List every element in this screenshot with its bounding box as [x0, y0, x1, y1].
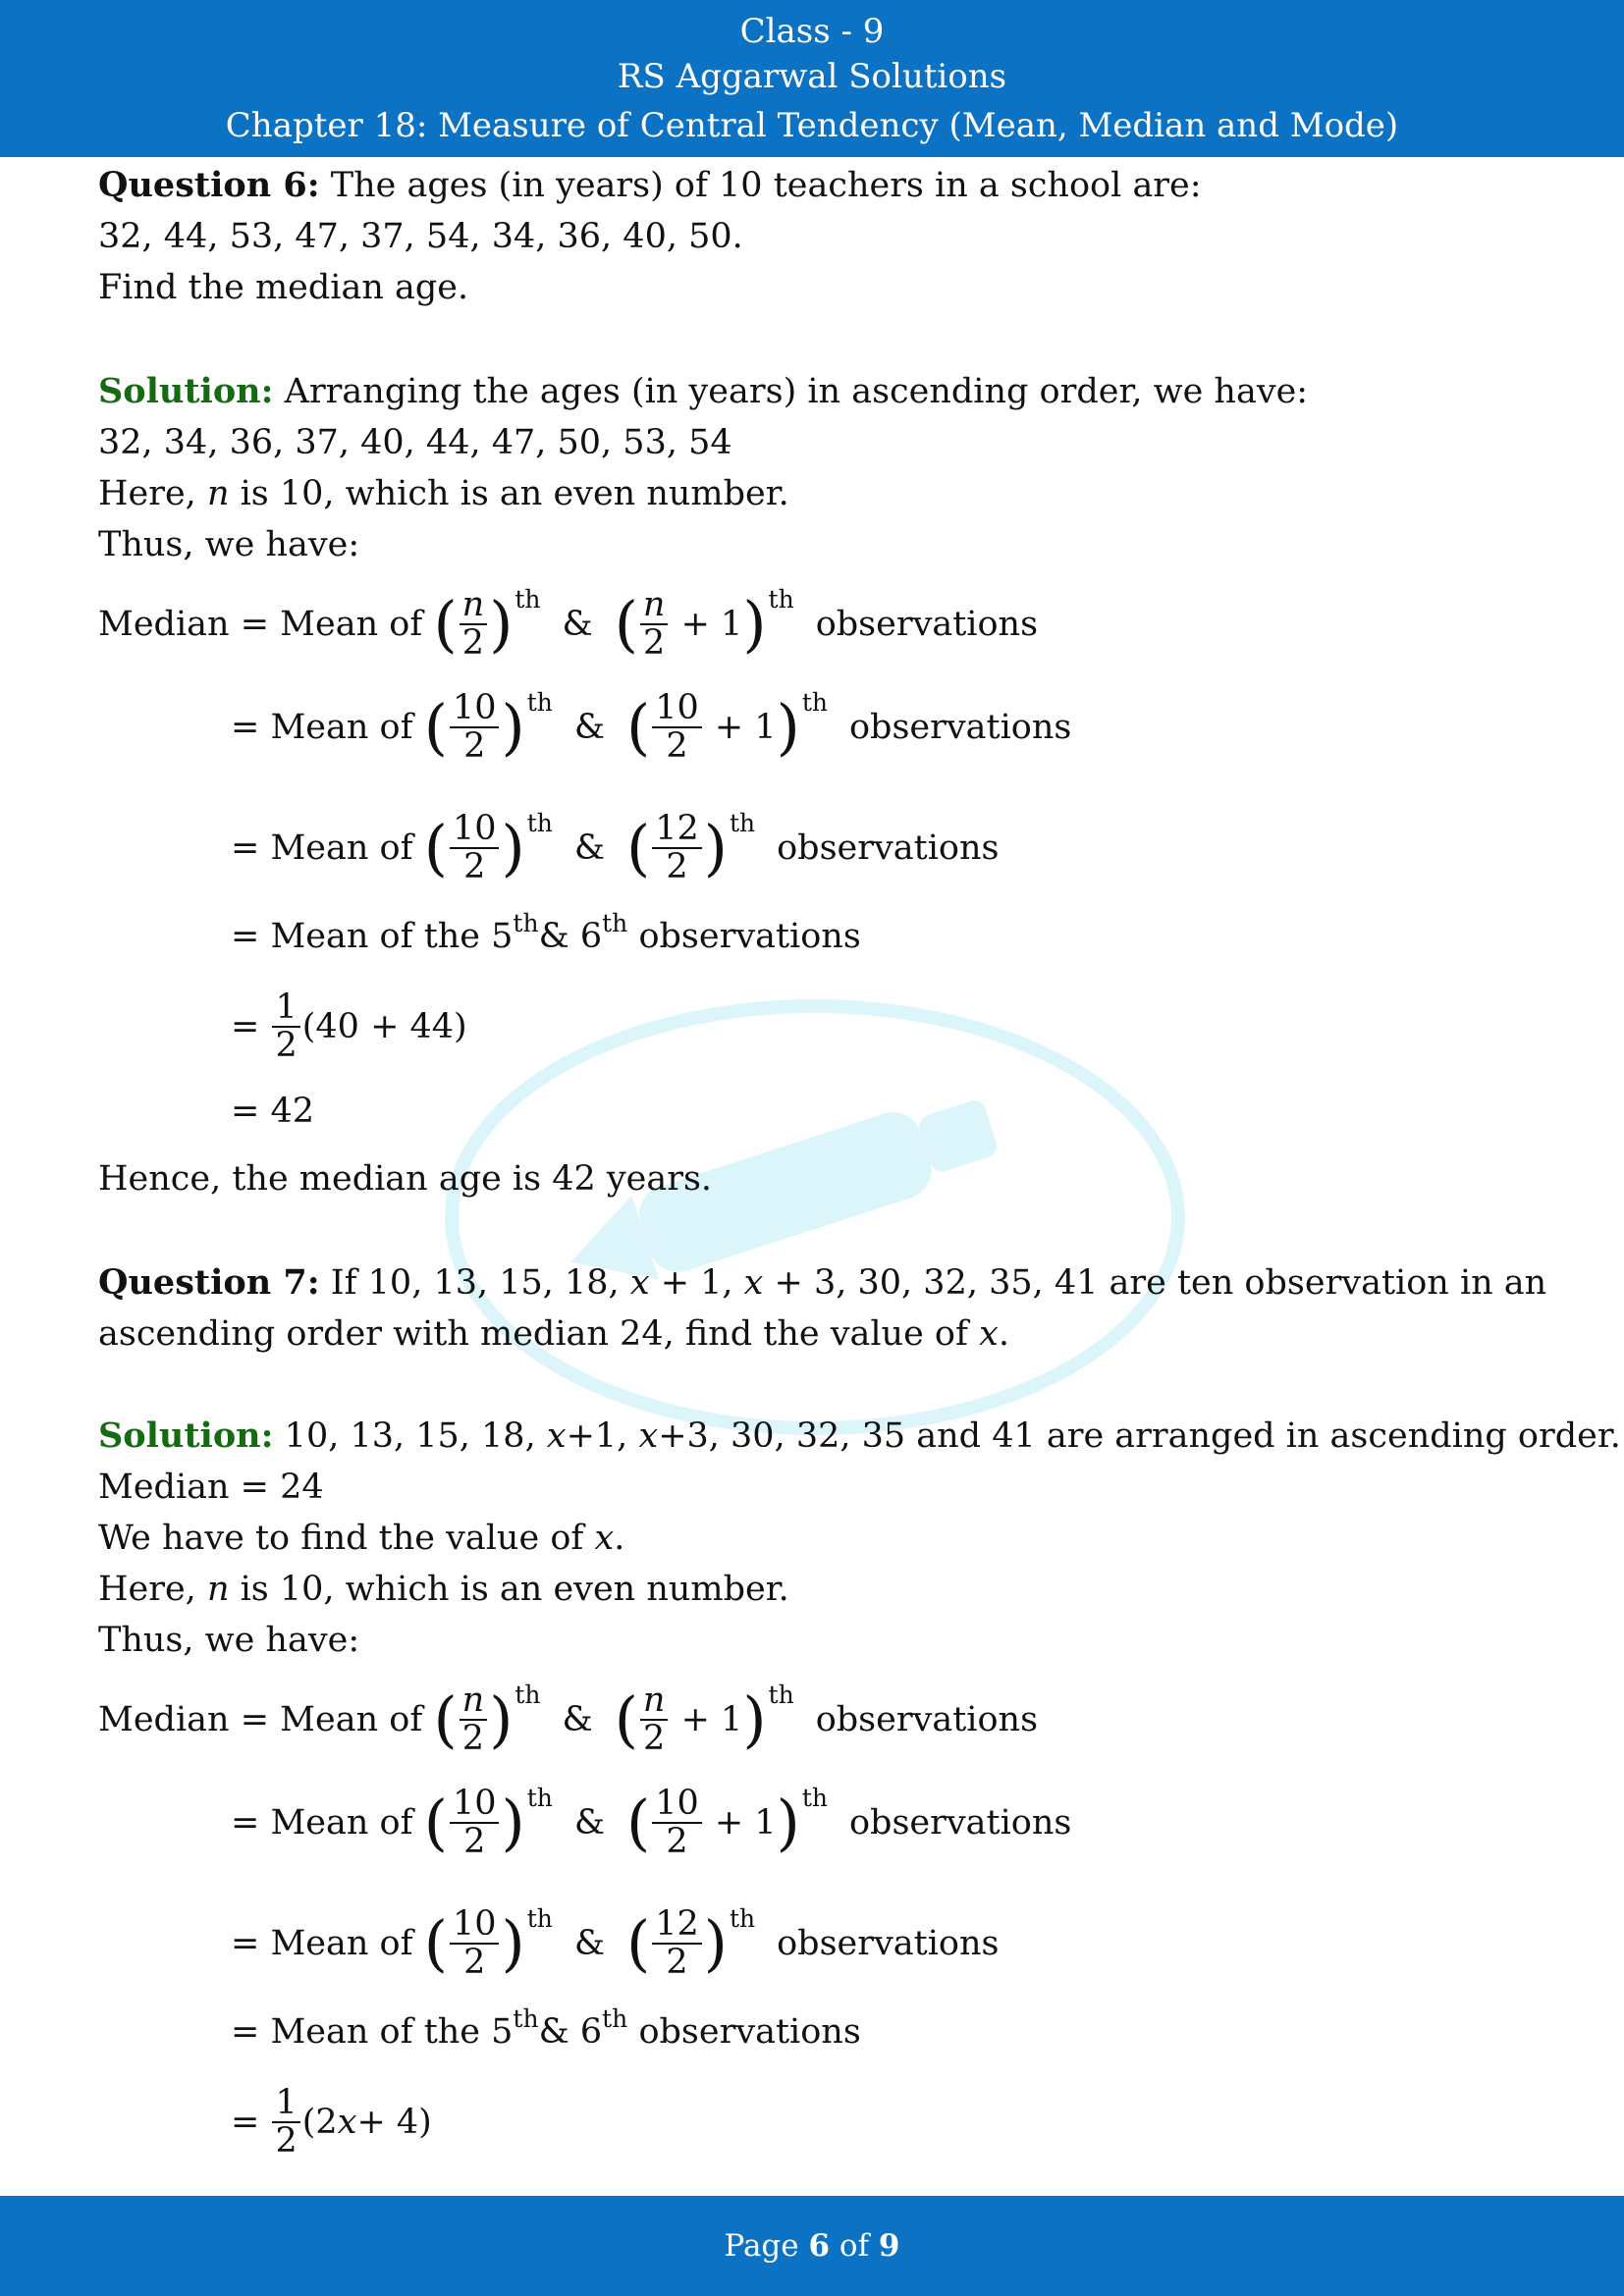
question-7-line-2: ascending order with median 24, find the value of x. [98, 1314, 1009, 1354]
s6-eq-4: = Mean of the 5 th & 6 th observations [231, 908, 861, 956]
s6-eq-6: = 42 [231, 1092, 314, 1131]
solution-6-here: Here, n is 10, which is an even number. [98, 474, 789, 513]
solution-7-find: We have to find the value of x. [98, 1519, 625, 1558]
question-6-label: Question 6: [98, 165, 320, 205]
s7-eq-1: Median = Mean of ( $\frac{n}{2}$ ) th & ( $\frac{n}{2}$ + 1 ) th observations [98, 1680, 1039, 1758]
solution-6-text: Arranging the ages (in years) in ascending order, we have: [273, 372, 1309, 411]
s7-eq-3: = Mean of ( $\frac{10}{2}$ ) th & ( $\frac{12}{2}$ ) th observations [231, 1903, 1000, 1982]
question-6-ask: Find the median age. [98, 268, 469, 307]
question-6-text: The ages (in years) of 10 teachers in a school are: [319, 166, 1202, 205]
page-header [0, 0, 1624, 157]
solution-7-median: Median = 24 [98, 1468, 324, 1507]
solution-7-here: Here, n is 10, which is an even number. [98, 1570, 789, 1609]
s7-eq-2: = Mean of ( $\frac{10}{2}$ ) th & ( $\frac{10}{2}$ + 1 ) th observations [231, 1783, 1072, 1861]
solution-7-line: Solution: 10, 13, 15, 18, x+1, x+3, 30, 32, 35 and 41 are arranged in ascending order. [98, 1415, 1621, 1456]
solution-6-label: Solution: [98, 371, 274, 411]
header-book-title: RS Aggarwal Solutions [617, 57, 1007, 96]
study-path-logo-icon [422, 991, 1208, 1443]
header-chapter: Chapter 18: Measure of Central Tendency (Mean, Median and Mode) [225, 106, 1399, 145]
question-7-label: Question 7: [98, 1262, 320, 1303]
solution-7-label: Solution: [98, 1415, 274, 1456]
question-6-data: 32, 44, 53, 47, 37, 54, 34, 36, 40, 50. [98, 217, 743, 256]
solution-6-thus: Thus, we have: [98, 525, 360, 564]
s7-eq-4: = Mean of the 5 th & 6 th observations [231, 2003, 861, 2052]
s6-eq-5: = $\frac{1}{2}$ (40 + 44) [231, 988, 467, 1065]
s6-eq-3: = Mean of ( $\frac{10}{2}$ ) th & ( $\frac{12}{2}$ ) th observations [231, 808, 1000, 886]
solution-7-thus: Thus, we have: [98, 1621, 360, 1660]
question-6-line [98, 163, 1202, 208]
current-page-number: 6 [808, 2228, 831, 2264]
solution-6-sorted: 32, 34, 36, 37, 40, 44, 47, 50, 53, 54 [98, 423, 732, 462]
solution-6-conclusion: Hence, the median age is 42 years. [98, 1159, 713, 1199]
question-7-line-1: Question 7: If 10, 13, 15, 18, x + 1, x + 3, 30, 32, 35, 41 are ten observation in an [98, 1262, 1547, 1303]
s6-eq-2: = Mean of ( $\frac{10}{2}$ ) th & ( $\frac{10}{2}$ + 1 ) th observations [231, 687, 1072, 766]
solution-6-line [98, 369, 1308, 414]
s6-eq-1: Median = Mean of ( $\frac{n}{2}$ ) th & ( $\frac{n}{2}$ + 1 ) th observations [98, 584, 1039, 663]
header-class: Class - 9 [739, 12, 885, 51]
s7-eq-5: = $\frac{1}{2}$ (2 x + 4) [231, 2083, 432, 2161]
page-footer: Page 6 of 9 [0, 2196, 1624, 2296]
total-pages: 9 [878, 2228, 900, 2264]
